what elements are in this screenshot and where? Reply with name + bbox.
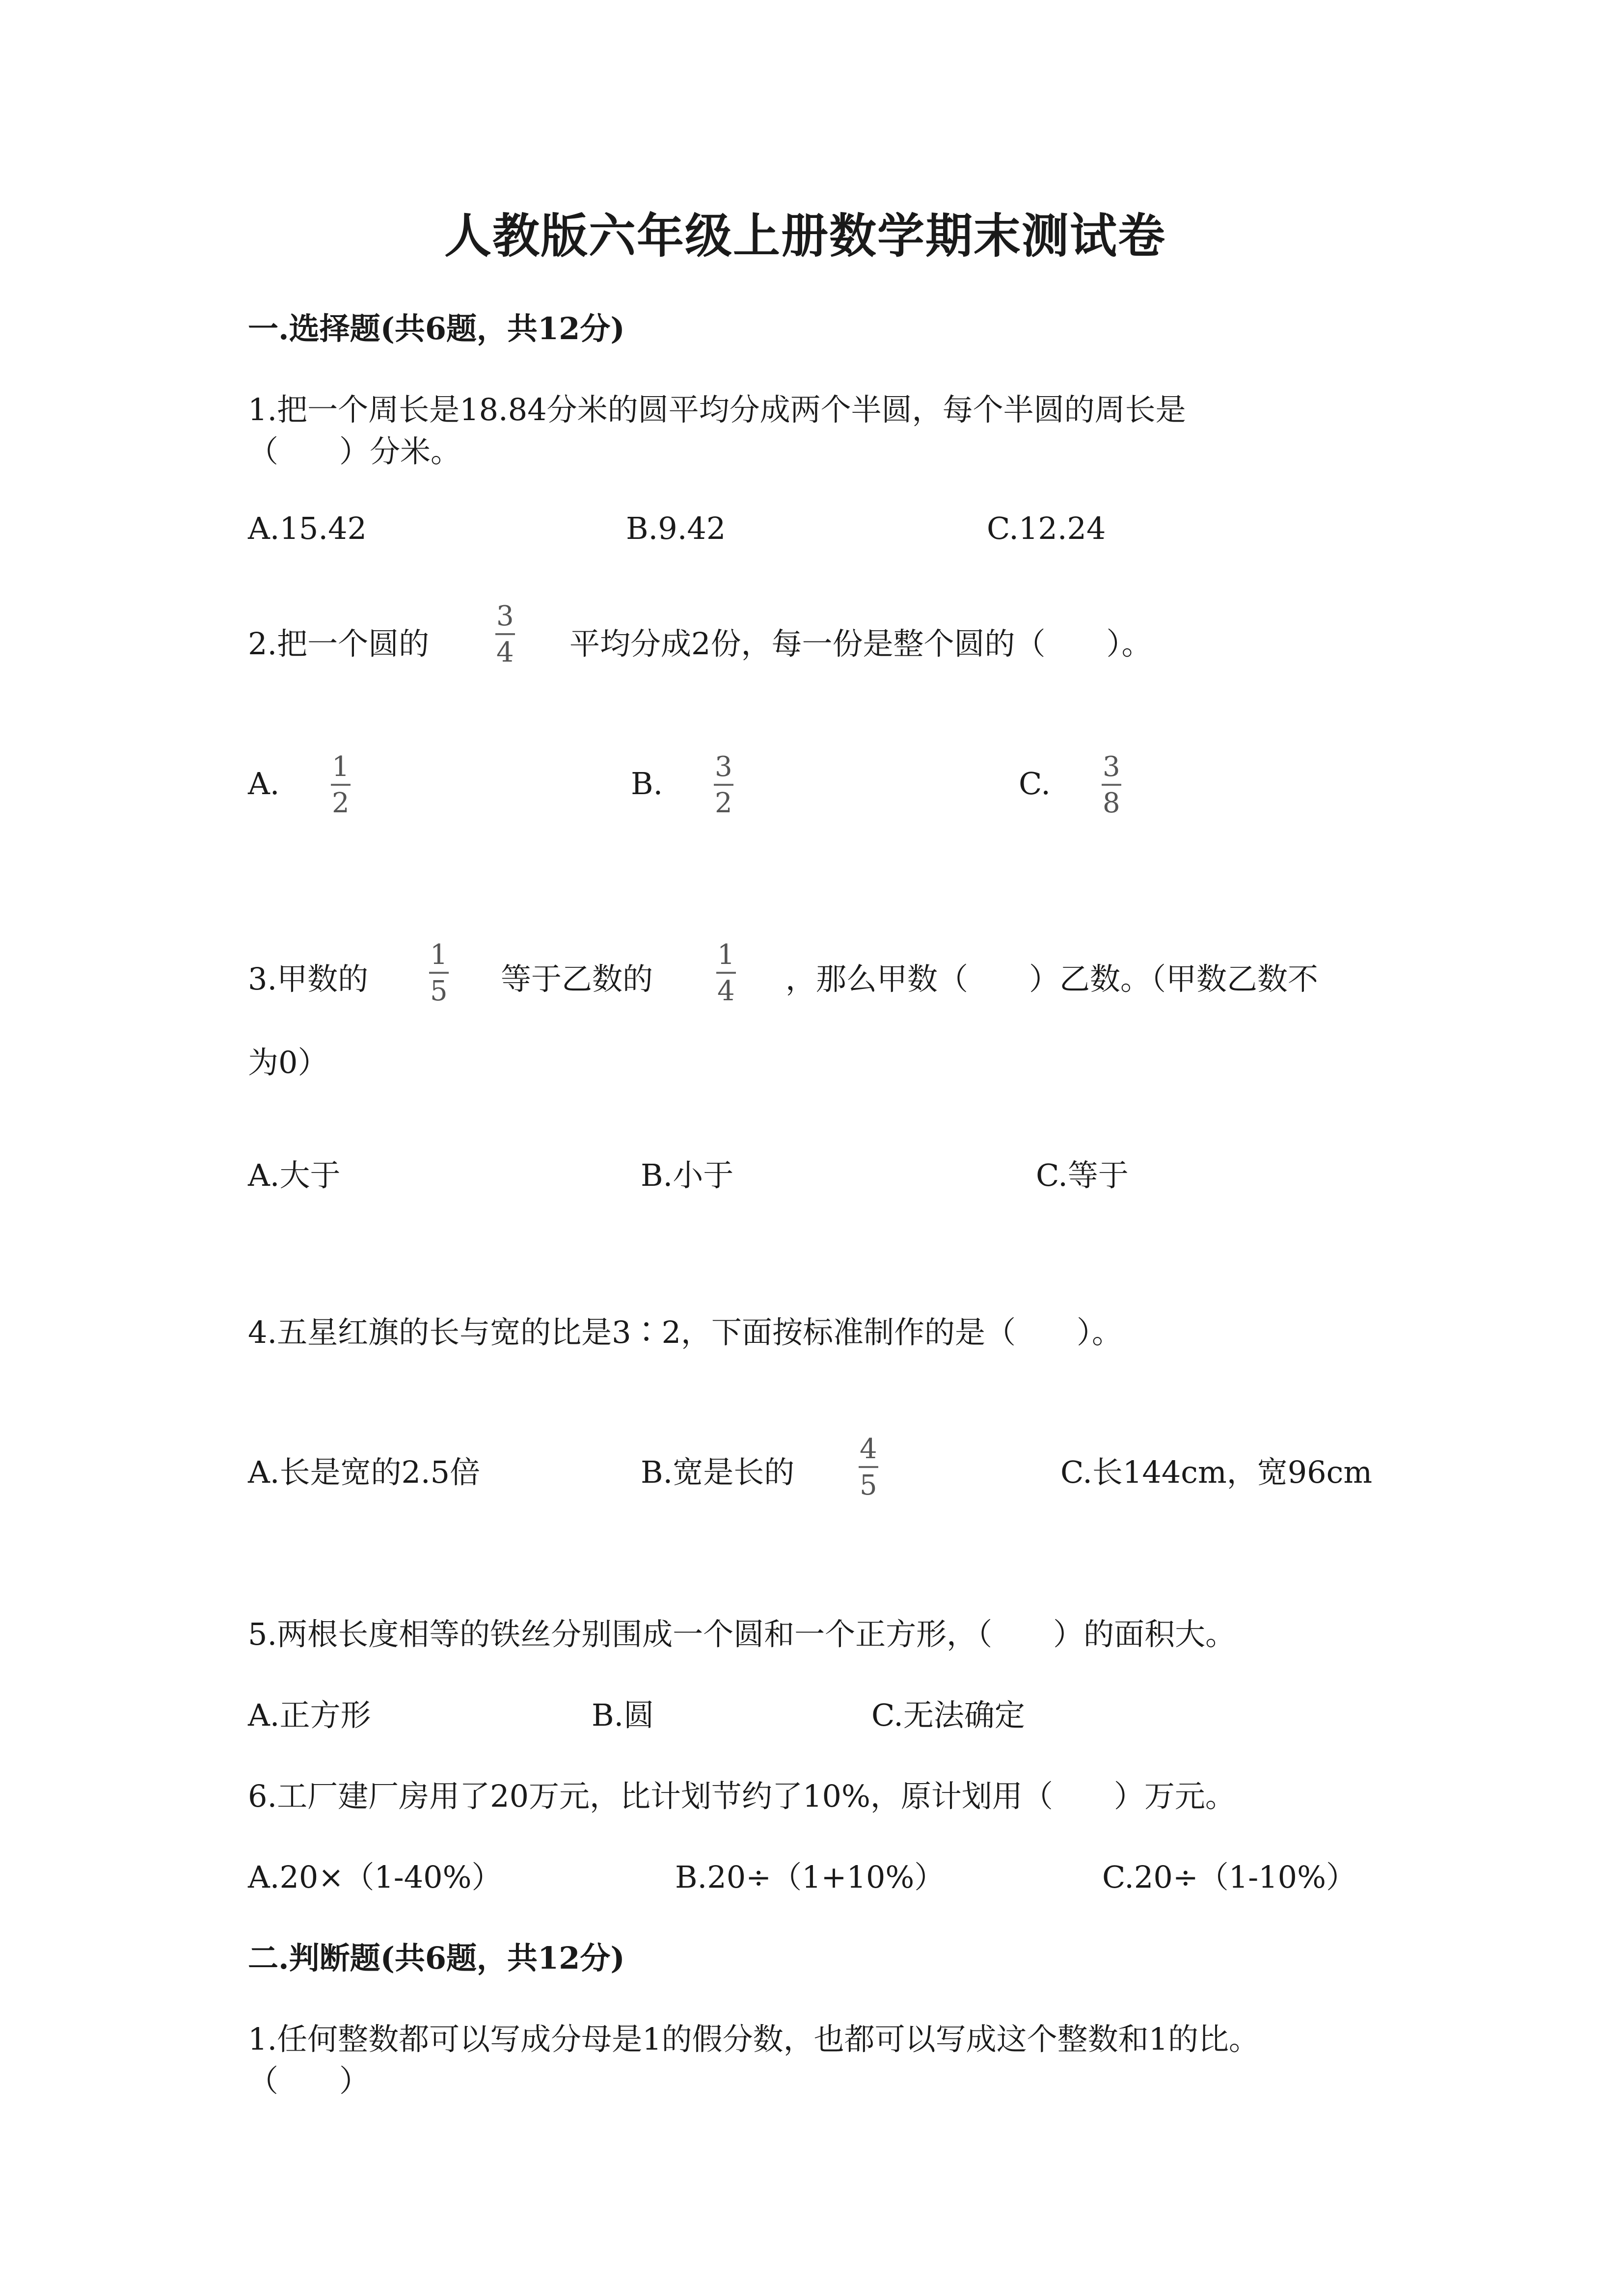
question-2-option-a-label: A. [248, 766, 280, 801]
question-5-option-a: A.正方形 [248, 1697, 371, 1733]
question-2-option-b-fraction [712, 753, 735, 817]
question-3-text-mid: 等于乙数的 [501, 961, 653, 997]
question-2-text-post: 平均分成2份，每一份是整个圆的（ ）。 [569, 626, 1152, 662]
fraction-numerator: 3 [1103, 751, 1120, 783]
fraction-denominator: 4 [717, 975, 735, 1007]
question-1-option-c: C.12.24 [987, 510, 1106, 546]
question-4-option-b-fraction [857, 1433, 880, 1501]
fraction-denominator: 2 [715, 787, 732, 819]
section-heading-choice: 一.选择题(共6题，共12分) [248, 311, 625, 347]
judgment-1-line2: （ ） [248, 2063, 370, 2099]
fraction-denominator: 8 [1103, 787, 1120, 819]
question-3-text-post: ，那么甲数（ ）乙数。（甲数乙数不 [785, 961, 1319, 997]
section-heading-judgment: 二.判断题(共6题，共12分) [248, 1940, 625, 1976]
question-6-option-b: B.20÷（1+10%） [675, 1859, 945, 1895]
question-3-option-a: A.大于 [248, 1157, 341, 1193]
question-3-option-b: B.小于 [641, 1157, 734, 1193]
question-5-option-c: C.无法确定 [871, 1697, 1025, 1733]
page-title: 人教版六年级上册数学期末测试卷 [444, 208, 1166, 264]
question-5-line1: 5.两根长度相等的铁丝分别围成一个圆和一个正方形，（ ）的面积大。 [248, 1616, 1236, 1652]
question-2-option-c-fraction [1100, 753, 1123, 817]
question-3-fraction-2 [714, 941, 738, 1005]
question-2-option-a-fraction [329, 753, 352, 817]
question-6-option-a: A.20×（1-40%） [248, 1859, 502, 1895]
question-2-text-pre: 2.把一个圆的 [248, 626, 430, 662]
fraction-numerator: 4 [860, 1433, 877, 1465]
fraction-denominator: 5 [430, 975, 448, 1007]
question-6-option-c: C.20÷（1-10%） [1102, 1859, 1356, 1895]
fraction-numerator: 3 [496, 600, 514, 632]
question-1-line1: 1.把一个周长是18.84分米的圆平均分成两个半圆，每个半圆的周长是 [248, 392, 1186, 427]
question-3-fraction-1 [427, 941, 451, 1005]
fraction-numerator: 1 [430, 939, 448, 971]
question-2-option-b-label: B. [631, 766, 663, 801]
fraction-denominator: 5 [860, 1469, 877, 1501]
fraction-denominator: 2 [332, 787, 350, 819]
question-1-line2: （ ）分米。 [248, 433, 461, 469]
question-2-fraction [493, 600, 517, 668]
judgment-1-line1: 1.任何整数都可以写成分母是1的假分数，也都可以写成这个整数和1的比。 [248, 2021, 1260, 2057]
fraction-numerator: 1 [717, 939, 735, 971]
question-4-line1: 4.五星红旗的长与宽的比是3∶2，下面按标准制作的是（ ）。 [248, 1314, 1123, 1350]
question-4-option-a: A.长是宽的2.5倍 [248, 1454, 481, 1490]
question-3-text-pre: 3.甲数的 [248, 961, 369, 997]
question-5-option-b: B.圆 [592, 1697, 654, 1733]
question-6-line1: 6.工厂建厂房用了20万元，比计划节约了10%，原计划用（ ）万元。 [248, 1778, 1236, 1814]
question-1-option-b: B.9.42 [626, 510, 726, 546]
question-4-option-c: C.长144cm，宽96cm [1060, 1454, 1373, 1490]
fraction-denominator: 4 [496, 637, 514, 668]
question-2-option-c-label: C. [1019, 766, 1051, 801]
question-3-option-c: C.等于 [1036, 1157, 1129, 1193]
fraction-numerator: 1 [332, 751, 350, 783]
question-3-line2: 为0） [248, 1044, 328, 1080]
question-1-option-a: A.15.42 [248, 510, 367, 546]
question-4-option-b: B.宽是长的 [641, 1454, 795, 1490]
fraction-numerator: 3 [715, 751, 732, 783]
